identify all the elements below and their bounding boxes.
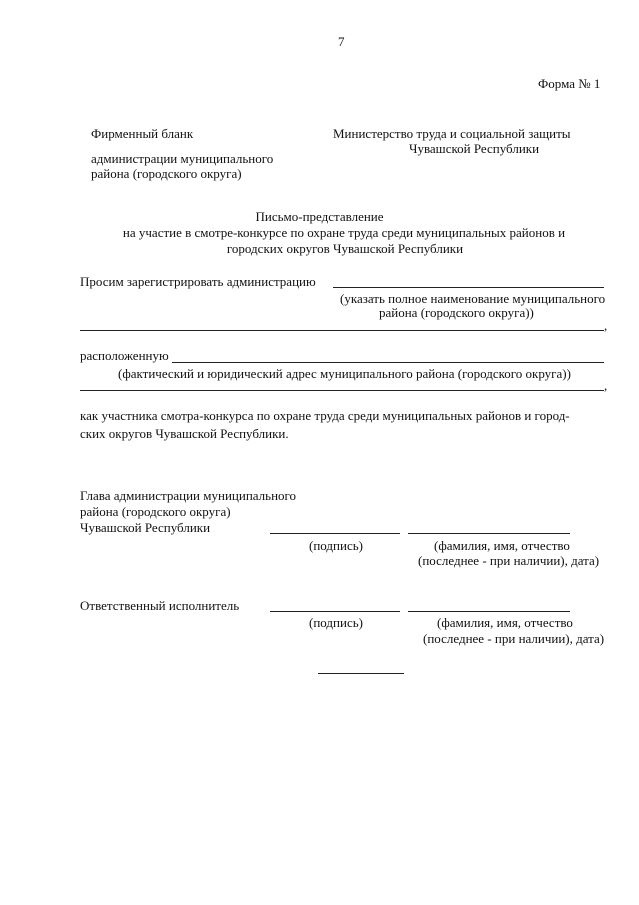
title-line-1: Письмо-представление bbox=[255, 209, 384, 224]
letterhead-line-3: района (городского округа) bbox=[91, 166, 242, 181]
letterhead-line-1: Фирменный бланк bbox=[91, 126, 194, 141]
form-label: Форма № 1 bbox=[538, 76, 601, 91]
head-name-field[interactable] bbox=[408, 533, 570, 534]
title-line-2: на участие в смотре-конкурсе по охране труда среди муниципальных районов и bbox=[122, 225, 566, 240]
admin-name-hint-line-1: (указать полное наименование муниципального bbox=[340, 291, 606, 306]
executor-name-caption-line-1: (фамилия, имя, отчество bbox=[437, 615, 573, 630]
executor-name-field[interactable] bbox=[408, 611, 570, 612]
head-name-caption-line-1: (фамилия, имя, отчество bbox=[434, 538, 570, 553]
purpose-line-1: как участника смотра-конкурса по охране труда среди муниципальных районов и город- bbox=[80, 408, 570, 423]
address-field[interactable] bbox=[172, 362, 604, 363]
executor-role: Ответственный исполнитель bbox=[80, 598, 240, 613]
addressee-line-2: Чувашской Республики bbox=[409, 141, 540, 156]
head-name-caption-line-2: (последнее - при наличии), дата) bbox=[418, 553, 600, 568]
executor-signature-field[interactable] bbox=[270, 611, 400, 612]
executor-name-caption-line-2: (последнее - при наличии), дата) bbox=[423, 631, 605, 646]
closing-separator bbox=[318, 673, 404, 674]
head-role-line-2: района (городского округа) bbox=[80, 504, 231, 519]
address-field-continuation[interactable] bbox=[80, 390, 604, 391]
request-prefix: Просим зарегистрировать администрацию bbox=[80, 274, 316, 289]
address-hint: (фактический и юридический адрес муниципального района (городского округа)) bbox=[118, 366, 571, 381]
head-role-line-3: Чувашской Республики bbox=[80, 520, 211, 535]
addressee-line-1: Министерство труда и социальной защиты bbox=[333, 126, 571, 141]
letterhead-line-2: администрации муниципального bbox=[91, 151, 274, 166]
admin-name-field-continuation[interactable] bbox=[80, 330, 604, 331]
admin-name-field[interactable] bbox=[333, 287, 604, 288]
page-number: 7 bbox=[338, 34, 345, 49]
admin-name-comma: , bbox=[604, 318, 608, 333]
executor-signature-caption: (подпись) bbox=[309, 615, 363, 630]
location-prefix: расположенную bbox=[80, 348, 169, 363]
address-comma: , bbox=[604, 378, 608, 393]
title-line-3: городских округов Чувашской Республики bbox=[226, 241, 464, 256]
head-role-line-1: Глава администрации муниципального bbox=[80, 488, 297, 503]
purpose-line-2: ских округов Чувашской Республики. bbox=[80, 426, 289, 441]
head-signature-caption: (подпись) bbox=[309, 538, 363, 553]
admin-name-hint-line-2: района (городского округа)) bbox=[379, 305, 534, 320]
head-signature-field[interactable] bbox=[270, 533, 400, 534]
